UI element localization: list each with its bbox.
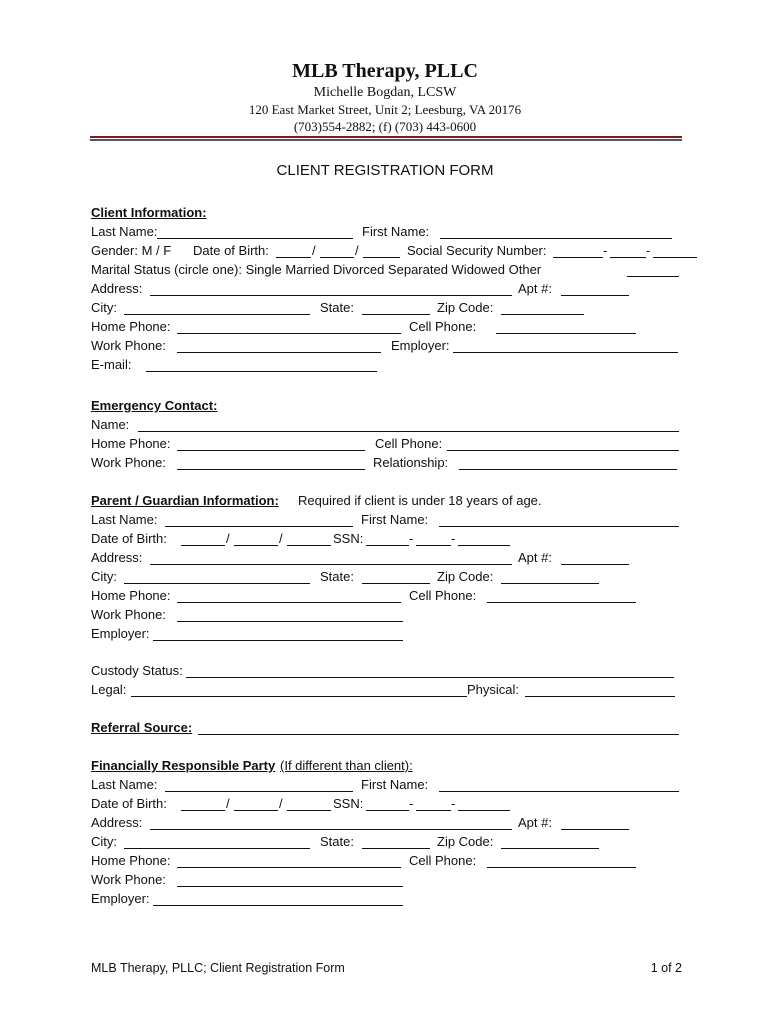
client-cell-phone-field[interactable] [496, 318, 636, 334]
guardian-state-label: State: [320, 569, 354, 584]
guardian-dob-slash-2: / [279, 531, 283, 546]
financial-cell-phone-field[interactable] [487, 852, 636, 868]
financial-state-field[interactable] [362, 833, 430, 849]
guardian-ssn-dash-1: - [409, 531, 414, 546]
guardian-cell-phone-field[interactable] [487, 587, 636, 603]
client-address-label: Address: [91, 281, 143, 296]
practice-title: MLB Therapy, PLLC [292, 60, 478, 82]
client-zip-field[interactable] [501, 299, 584, 315]
financial-dob-slash-2: / [279, 796, 283, 811]
guardian-apt-label: Apt #: [518, 550, 552, 565]
financial-dob-year-field[interactable] [287, 795, 331, 811]
client-ssn-part1-field[interactable] [553, 242, 603, 258]
guardian-employer-field[interactable] [153, 625, 403, 641]
client-work-phone-label: Work Phone: [91, 338, 166, 353]
client-email-label: E-mail: [91, 357, 132, 372]
guardian-city-label: City: [91, 569, 117, 584]
guardian-work-phone-label: Work Phone: [91, 607, 166, 622]
client-section-heading: Client Information: [91, 205, 207, 220]
financial-zip-label: Zip Code: [437, 834, 494, 849]
client-apt-label: Apt #: [518, 281, 552, 296]
financial-first-name-field[interactable] [439, 776, 679, 792]
custody-status-label: Custody Status: [91, 663, 183, 678]
emergency-name-label: Name: [91, 417, 130, 432]
guardian-last-name-label: Last Name: [91, 512, 158, 527]
client-city-field[interactable] [124, 299, 310, 315]
financial-home-phone-label: Home Phone: [91, 853, 171, 868]
financial-cell-phone-label: Cell Phone: [409, 853, 477, 868]
financial-city-field[interactable] [124, 833, 310, 849]
financial-dob-month-field[interactable] [181, 795, 225, 811]
custody-physical-field[interactable] [525, 681, 675, 697]
financial-work-phone-label: Work Phone: [91, 872, 166, 887]
client-work-phone-field[interactable] [177, 337, 381, 353]
guardian-state-field[interactable] [362, 568, 430, 584]
footer-page-number: 1 of 2 [650, 961, 682, 975]
emergency-home-phone-label: Home Phone: [91, 436, 171, 451]
emergency-relationship-field[interactable] [459, 454, 677, 470]
client-ssn-dash-2: - [646, 243, 651, 258]
form-title: CLIENT REGISTRATION FORM [276, 162, 494, 179]
guardian-cell-phone-label: Cell Phone: [409, 588, 477, 603]
client-dob-day-field[interactable] [320, 242, 354, 258]
client-ssn-part3-field[interactable] [653, 242, 697, 258]
guardian-note: Required if client is under 18 years of age. [298, 493, 542, 508]
guardian-first-name-label: First Name: [361, 512, 429, 527]
header-rule-gray [90, 139, 682, 141]
guardian-first-name-field[interactable] [439, 511, 679, 527]
client-address-field[interactable] [150, 280, 512, 296]
practice-address: 120 East Market Street, Unit 2; Leesburg, VA 20176 [248, 102, 522, 117]
client-marital-other-field[interactable] [627, 261, 679, 277]
guardian-dob-label: Date of Birth: [91, 531, 167, 546]
financial-ssn-dash-1: - [409, 796, 414, 811]
financial-zip-field[interactable] [501, 833, 599, 849]
client-dob-slash-1: / [312, 243, 316, 258]
client-marital-label[interactable]: Marital Status (circle one): Single Married Divorced Separated Widowed Other [91, 262, 542, 277]
client-last-name-label: Last Name: [91, 224, 158, 239]
guardian-address-label: Address: [91, 550, 143, 565]
client-employer-label: Employer: [391, 338, 450, 353]
financial-apt-field[interactable] [561, 814, 629, 830]
financial-address-label: Address: [91, 815, 143, 830]
custody-physical-label: Physical: [467, 682, 520, 697]
client-dob-year-field[interactable] [363, 242, 400, 258]
financial-dob-slash-1: / [226, 796, 230, 811]
client-apt-field[interactable] [561, 280, 629, 296]
practice-phone: (703)554-2882; (f) (703) 443-0600 [293, 119, 477, 134]
guardian-dob-month-field[interactable] [181, 530, 225, 546]
financial-ssn-part1-field[interactable] [366, 795, 409, 811]
guardian-zip-field[interactable] [501, 568, 599, 584]
emergency-section-heading: Emergency Contact: [91, 398, 218, 413]
guardian-ssn-part3-field[interactable] [458, 530, 510, 546]
financial-first-name-label: First Name: [361, 777, 429, 792]
guardian-employer-label: Employer: [91, 626, 150, 641]
client-first-name-field[interactable] [440, 223, 672, 239]
client-state-label: State: [320, 300, 354, 315]
guardian-last-name-field[interactable] [165, 511, 353, 527]
client-dob-label: Date of Birth: [193, 243, 269, 258]
client-cell-phone-label: Cell Phone: [409, 319, 477, 334]
financial-ssn-dash-2: - [451, 796, 456, 811]
guardian-home-phone-label: Home Phone: [91, 588, 171, 603]
client-home-phone-field[interactable] [177, 318, 401, 334]
client-ssn-dash-1: - [603, 243, 608, 258]
referral-label: Referral Source: [91, 720, 193, 735]
guardian-ssn-dash-2: - [451, 531, 456, 546]
client-state-field[interactable] [362, 299, 430, 315]
financial-last-name-field[interactable] [165, 776, 353, 792]
client-zip-label: Zip Code: [437, 300, 494, 315]
financial-apt-label: Apt #: [518, 815, 552, 830]
guardian-home-phone-field[interactable] [177, 587, 401, 603]
clinician-name: Michelle Bogdan, LCSW [313, 85, 457, 100]
guardian-ssn-part1-field[interactable] [366, 530, 409, 546]
emergency-cell-phone-field[interactable] [447, 435, 679, 451]
emergency-name-field[interactable] [138, 416, 679, 432]
financial-ssn-label: SSN: [333, 796, 364, 811]
financial-note: (If different than client): [280, 758, 413, 773]
client-employer-field[interactable] [453, 337, 678, 353]
guardian-work-phone-field[interactable] [177, 606, 403, 622]
financial-city-label: City: [91, 834, 117, 849]
guardian-city-field[interactable] [124, 568, 310, 584]
guardian-address-field[interactable] [150, 549, 512, 565]
guardian-dob-year-field[interactable] [287, 530, 331, 546]
footer-document-name: MLB Therapy, PLLC; Client Registration Form [91, 961, 345, 975]
financial-home-phone-field[interactable] [177, 852, 401, 868]
financial-employer-label: Employer: [91, 891, 150, 906]
custody-legal-field[interactable] [131, 681, 467, 697]
client-ssn-part2-field[interactable] [610, 242, 646, 258]
client-home-phone-label: Home Phone: [91, 319, 171, 334]
guardian-apt-field[interactable] [561, 549, 629, 565]
emergency-home-phone-field[interactable] [177, 435, 365, 451]
emergency-work-phone-field[interactable] [177, 454, 365, 470]
header-rule-red [90, 136, 682, 138]
financial-ssn-part2-field[interactable] [416, 795, 451, 811]
financial-state-label: State: [320, 834, 354, 849]
financial-last-name-label: Last Name: [91, 777, 158, 792]
client-dob-month-field[interactable] [276, 242, 311, 258]
financial-address-field[interactable] [150, 814, 512, 830]
client-first-name-label: First Name: [362, 224, 430, 239]
financial-dob-label: Date of Birth: [91, 796, 167, 811]
client-city-label: City: [91, 300, 117, 315]
custody-legal-label: Legal: [91, 682, 127, 697]
custody-status-field[interactable] [186, 662, 674, 678]
guardian-zip-label: Zip Code: [437, 569, 494, 584]
referral-field[interactable] [198, 719, 679, 735]
client-gender-label: Gender: M / F [91, 243, 172, 258]
client-ssn-label: Social Security Number: [407, 243, 547, 258]
client-dob-slash-2: / [355, 243, 359, 258]
financial-ssn-part3-field[interactable] [458, 795, 510, 811]
client-last-name-field[interactable] [157, 223, 353, 239]
guardian-ssn-part2-field[interactable] [416, 530, 451, 546]
guardian-dob-day-field[interactable] [234, 530, 278, 546]
emergency-relationship-label: Relationship: [373, 455, 449, 470]
guardian-section-heading: Parent / Guardian Information: [91, 493, 279, 508]
financial-work-phone-field[interactable] [177, 871, 403, 887]
emergency-work-phone-label: Work Phone: [91, 455, 166, 470]
emergency-cell-phone-label: Cell Phone: [375, 436, 443, 451]
guardian-dob-slash-1: / [226, 531, 230, 546]
financial-section-heading: Financially Responsible Party [91, 758, 276, 773]
client-email-field[interactable] [146, 356, 377, 372]
financial-dob-day-field[interactable] [234, 795, 278, 811]
guardian-ssn-label: SSN: [333, 531, 364, 546]
financial-employer-field[interactable] [153, 890, 403, 906]
